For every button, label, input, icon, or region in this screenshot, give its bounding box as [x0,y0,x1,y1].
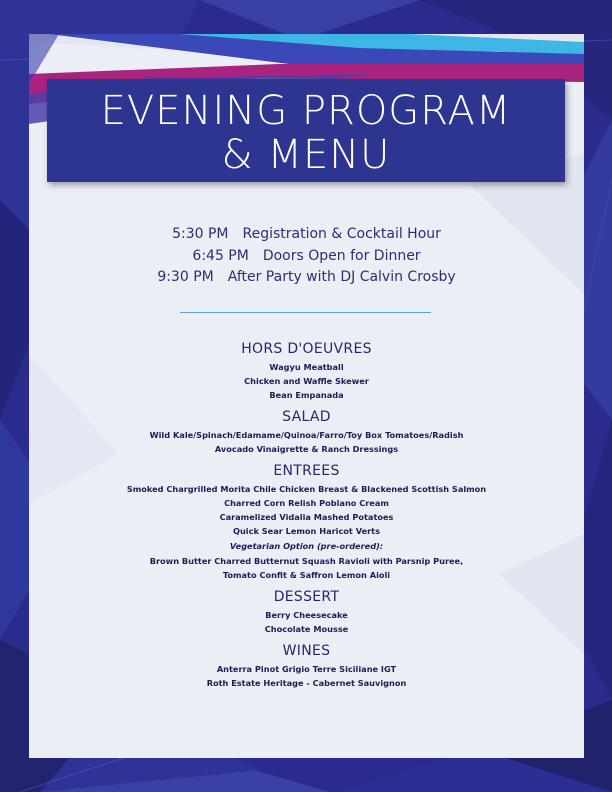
schedule-row [29,246,584,268]
menu-item: Chicken and Waffle Skewer [244,376,369,386]
schedule-time: 5:30 PM [172,226,229,242]
menu-item: Smoked Chargrilled Morita Chile Chicken Breast & Blackened Scottish Salmon [126,484,487,494]
salad-heading: SALAD [282,409,331,425]
entrees-heading: ENTREES [273,463,340,479]
schedule-row [29,224,584,246]
menu-item: Tomato Confit & Saffron Lemon Aioli [222,570,391,580]
title-banner [47,79,565,182]
hors-doeuvres-heading: HORS D'OEUVRES [241,341,372,357]
schedule-time: 9:30 PM [157,269,214,285]
schedule-event: Registration & Cocktail Hour [242,226,441,242]
menu-item: Caramelized Vidalia Mashed Potatoes [219,512,394,522]
menu-item: Chocolate Mousse [264,624,349,634]
menu-item: Wild Kale/Spinach/Edamame/Quinoa/Farro/Toy Box Tomatoes/Radish [149,430,464,440]
wines-heading: WINES [282,643,331,659]
menu-item: Anterra Pinot Grigio Terre Siciliane IGT [216,664,397,674]
schedule-row [29,267,584,289]
schedule-event: After Party with DJ Calvin Crosby [227,269,456,285]
menu-item: Avocado Vinaigrette & Ranch Dressings [214,444,399,454]
menu-item: Charred Corn Relish Poblano Cream [224,498,389,508]
menu-item: Quick Sear Lemon Haricot Verts [233,526,380,536]
menu-item: Bean Empanada [269,390,344,400]
menu-item: Brown Butter Charred Butternut Squash Ravioli with Parsnip Puree, [149,556,464,566]
menu-item: Berry Cheesecake [265,610,348,620]
title-line-2: & MENU [221,132,391,178]
program-schedule [29,224,584,289]
dessert-heading: DESSERT [273,589,340,605]
menu-item: Wagyu Meatball [269,362,344,372]
menu [29,338,584,690]
vegetarian-option-label: Vegetarian Option (pre-ordered): [229,541,384,551]
schedule-event: Doors Open for Dinner [262,247,421,264]
schedule-time: 6:45 PM [192,247,249,264]
title-line-1: EVENING PROGRAM [100,88,512,134]
section-divider [180,312,431,313]
menu-item: Roth Estate Heritage - Cabernet Sauvignon [206,678,407,688]
